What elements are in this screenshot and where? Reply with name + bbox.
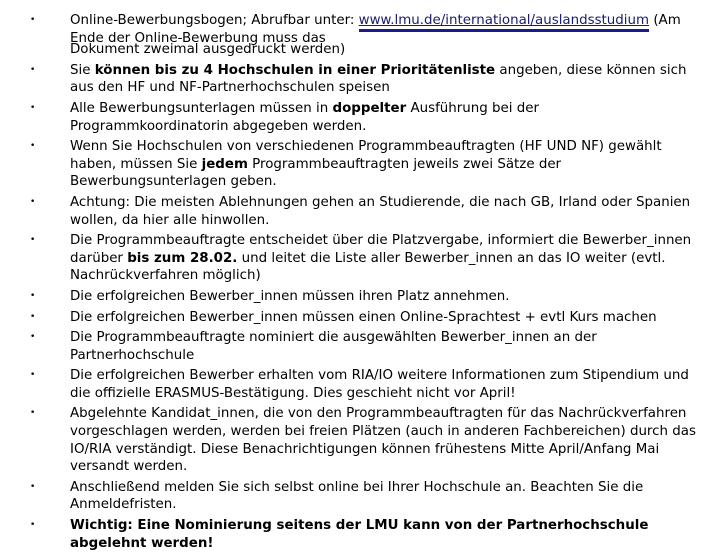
item-text: angeben, diese können sich aus den HF und NF-Partnerhochschulen speisen	[70, 62, 687, 96]
item-text: und leitet die Liste aller Bewerber_innen an das IO weiter (evtl. Nachrückverfahren möglich)	[70, 250, 666, 284]
list-item	[30, 367, 700, 402]
list-item	[30, 405, 700, 475]
list-item	[30, 517, 700, 552]
bullet-icon: •	[30, 481, 36, 492]
item-text: Anschließend melden Sie sich selbst online bei Ihrer Hochschule an. Beachten Sie die Anmeldefristen.	[70, 479, 644, 513]
item-text: Die Programmbeauftragte nominiert die ausgewählten Bewerber_innen an der Partnerhochschule	[70, 330, 597, 363]
item-text-bold: bis zum 28.02.	[127, 250, 238, 266]
list-item	[30, 232, 700, 285]
item-text: Sie	[70, 62, 95, 78]
bullet-icon: •	[30, 196, 36, 207]
item-text: Die erfolgreichen Bewerber_innen müssen ihren Platz annehmen.	[70, 288, 510, 304]
list-item	[30, 138, 700, 191]
bullet-list	[30, 12, 700, 555]
bullet-icon: •	[30, 408, 36, 419]
item-text: Online-Bewerbungsbogen; Abrufbar unter:	[70, 13, 359, 28]
item-text: Programmbeauftragten jeweils zwei Sätze der Bewerbungsunterlagen geben.	[70, 156, 562, 190]
list-item	[30, 100, 700, 135]
bullet-icon: •	[30, 520, 36, 531]
item-text-bold: doppelter	[332, 100, 407, 116]
item-text: Achtung: Die meisten Ablehnungen gehen an Studierende, die nach GB, Irland oder Spanien wollen, da hier alle hinwollen.	[70, 194, 691, 228]
item-text: Dokument zweimal ausgedruckt werden)	[70, 42, 346, 58]
bullet-icon: •	[30, 141, 36, 152]
bullet-icon: •	[30, 15, 36, 25]
highlight-bar	[359, 29, 649, 32]
item-text: Wenn Sie Hochschulen von verschiedenen Programmbeauftragten (HF UND NF) gewählt haben, müssen Sie	[70, 139, 662, 172]
list-item	[30, 62, 700, 97]
list-item	[30, 288, 700, 306]
bullet-icon: •	[30, 311, 36, 322]
item-text-bold: können bis zu 4 Hochschulen in einer Prioritätenliste	[94, 62, 496, 78]
item-text: Abgelehnte Kandidat_innen, die von den Programmbeauftragten für das Nachrückverfahren vorgeschlagen werden, werden bei freien Plätzen (auch in anderen Fachbereichen) durch das IO/RIA verständigt. Diese Benachrichtigungen können frühestens Mitte April/Anfang Mai versandt werden.	[70, 406, 696, 475]
list-item	[30, 479, 700, 514]
bullet-icon: •	[30, 64, 36, 75]
application-link[interactable]: www.lmu.de/international/auslandsstudium	[358, 13, 650, 28]
list-item	[30, 12, 700, 59]
bullet-icon: •	[30, 235, 36, 246]
item-text: Die Programmbeauftragte entscheidet über die Platzvergabe, informiert die Bewerber_innen darüber	[70, 233, 692, 266]
bullet-icon: •	[30, 102, 36, 113]
bullet-icon: •	[30, 290, 36, 301]
list-item	[30, 309, 700, 327]
list-item	[30, 329, 700, 364]
bullet-icon: •	[30, 332, 36, 343]
bullet-icon: •	[30, 370, 36, 381]
item-text: Alle Bewerbungsunterlagen müssen in	[70, 100, 333, 116]
item-text: Die erfolgreichen Bewerber_innen müssen einen Online-Sprachtest + evtl Kurs machen	[70, 309, 657, 325]
item-text-bold: jedem	[201, 156, 248, 172]
item-text: (Am Ende der Online-Bewerbung muss das	[70, 13, 681, 46]
item-text-bold: Wichtig: Eine Nominierung seitens der LMU kann von der Partnerhochschule abgelehnt werden!	[70, 518, 649, 551]
list-item	[30, 194, 700, 229]
item-text: Die erfolgreichen Bewerber erhalten vom RIA/IO weitere Informationen zum Stipendium und die offizielle ERASMUS-Bestätigung. Dies geschieht nicht vor April!	[70, 368, 689, 401]
item-text: Ausführung bei der Programmkoordinatorin abgegeben werden.	[70, 100, 539, 134]
